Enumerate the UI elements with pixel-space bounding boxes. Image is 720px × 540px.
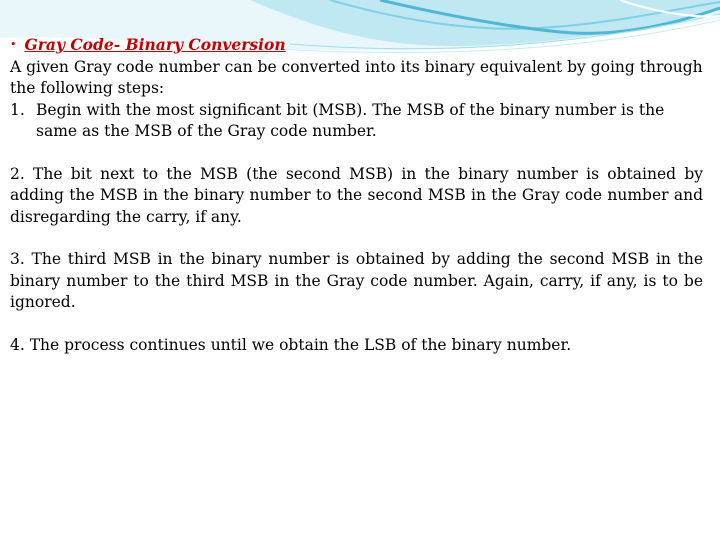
step-1 bbox=[10, 100, 703, 143]
bullet: • bbox=[10, 38, 17, 51]
step-1-number: 1. bbox=[10, 100, 25, 119]
step-4: 4. The process continues until we obtain the LSB of the binary number. bbox=[10, 335, 572, 354]
heading-row bbox=[10, 34, 703, 57]
intro-paragraph: A given Gray code number can be converted into its binary equivalent by going through the following steps: bbox=[10, 57, 703, 97]
step-1-text: Begin with the most significant bit (MSB). The MSB of the binary number is the same as the MSB of the Gray code number. bbox=[36, 100, 665, 140]
slide-heading: Gray Code- Binary Conversion bbox=[24, 35, 286, 54]
slide-content bbox=[10, 34, 703, 356]
step-3: 3. The third MSB in the binary number is obtained by adding the second MSB in the binary number to the third MSB in the Gray code number. Again, carry, if any, is to be ignored. bbox=[10, 250, 703, 311]
step-2: 2. The bit next to the MSB (the second MSB) in the binary number is obtained by adding the MSB in the binary number to the second MSB in the Gray code number and disregarding the carry, if any. bbox=[10, 164, 703, 226]
